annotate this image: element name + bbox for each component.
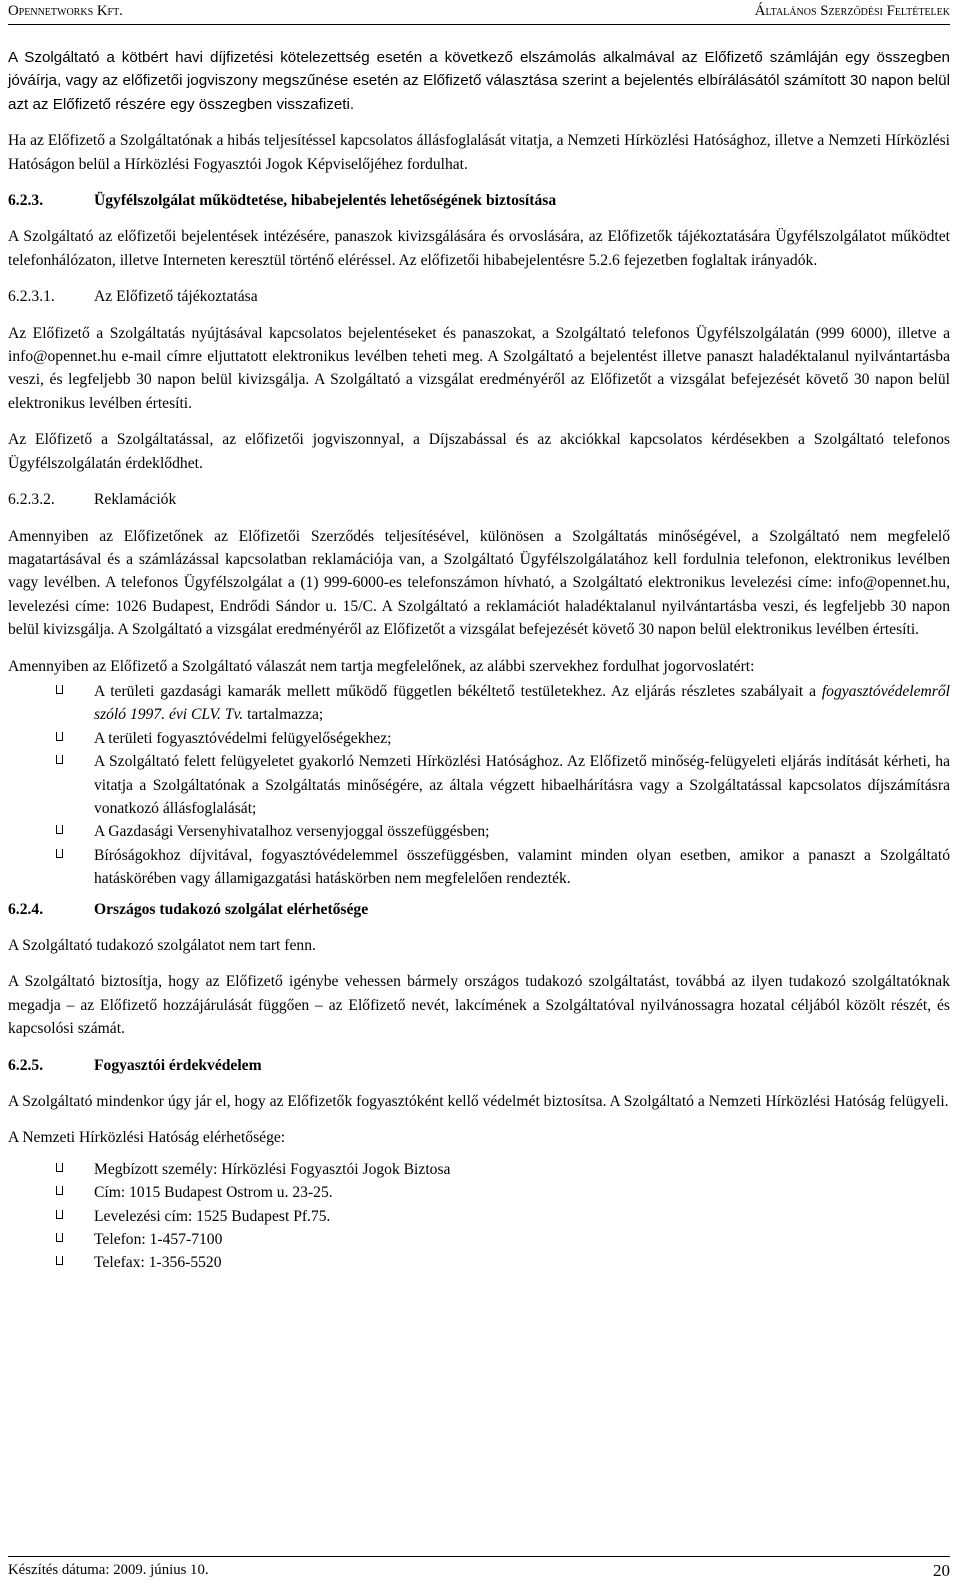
section-number: 6.2.4. — [8, 900, 44, 918]
paragraph: A Szolgáltató tudakozó szolgálatot nem tart fenn. — [8, 937, 316, 954]
bullet-icon — [56, 849, 63, 858]
list-item: Megbízott személy: Hírközlési Fogyasztói Jogok Biztosa — [8, 1158, 950, 1181]
bullet-icon — [56, 1210, 63, 1219]
paragraph: Amennyiben az Előfizető a Szolgáltató válaszát nem tartja megfelelőnek, az alábbi szervekhez fordulhat jogorvoslatért: — [8, 657, 755, 675]
paragraph: Az Előfizető a Szolgáltatással, az előfizetői jogviszonnyal, a Díjszabással és az akciókkal kapcsolatos kérdésekben a Szolgáltató telefonos Ügyfélszolgálatán érdeklődhet. — [8, 431, 950, 472]
paragraph: A Szolgáltató a kötbért havi díjfizetési kötelezettség esetén a következő elszámolás alkalmával az Előfizető számláján egy összegben jóváírja, vagy az előfizetői jogviszony megszűnése esetén az Előfizető választása szerint a bejelentés elbírálásától számított 30 napon belül azt az Előfizető részére egy összegben visszafizeti. — [8, 49, 950, 113]
paragraph: Ha az Előfizető a Szolgáltatónak a hibás teljesítéssel kapcsolatos állásfoglalását vitatja, a Nemzeti Hírközlési Hatósághoz, illetve a Nemzeti Hírközlési Hatóságon belül a Hírközlési Fogyasztói Jogok Képviselőjéhez fordulhat. — [8, 132, 950, 173]
paragraph: Az Előfizető a Szolgáltatás nyújtásával kapcsolatos bejelentéseket és panaszokat, a Szolgáltató telefonos Ügyfélszolgálatán (999 6000), illetve a info@opennet.hu e-mail címre eljuttatott elektronikus levélben teheti meg. A Szolgáltató a bejelentést illetve panaszt haladéktalanul nyilvántartásba veszi, és legfeljebb 30 napon belül kivizsgálja. A Szolgáltató a vizsgálat eredményéről az Előfizetőt a vizsgálat befejezését követő 30 napon belül elektronikus levélben értesíti. — [8, 324, 950, 412]
remedy-list — [8, 680, 950, 891]
list-item: Levelezési cím: 1525 Budapest Pf.75. — [8, 1205, 950, 1228]
section-heading-6-2-4 — [8, 898, 950, 921]
list-item: Bíróságokhoz díjvitával, fogyasztóvédelemmel összefüggésben, valamint minden olyan esetben, amikor a panaszt a Szolgáltató hatáskörében vagy államigazgatási hatáskörben nem megfelelően rendezték. — [8, 844, 950, 891]
creation-date: Készítés dátuma: 2009. június 10. — [8, 1562, 209, 1578]
section-heading-6-2-3-2 — [8, 488, 950, 511]
law-reference: fogyasztóvédelemről szóló 1997. évi CLV. Tv. — [94, 682, 950, 724]
paragraph: Amennyiben az Előfizetőnek az Előfizetői Szerződés teljesítésével, különösen a Szolgáltatás minőségével, a Szolgáltató nem megfelelő magatartásával és a számlázással kapcsolatban reklamációja van, a Szolgáltató Ügyfélszolgálatához kell fordulnia telefonon, elektronikus levélben vagy levélben. A telefonos Ügyfélszolgálat a (1) 999-6000-es telefonszámon hívható, a Szolgáltató elektronikus levelezési címe: info@opennet.hu, levelezési címe: 1026 Budapest, Endrődi Sándor u. 15/C. A Szolgáltató a reklamációt haladéktalanul nyilvántartásba veszi, és legfeljebb 30 napon belül kivizsgálja. A Szolgáltató a vizsgálat eredményéről az Előfizetőt a vizsgálat befejezését követő 30 napon belül elektronikus levélben értesíti. — [8, 527, 950, 639]
bullet-icon — [56, 1163, 63, 1172]
document-body — [8, 46, 950, 1282]
list-item: A területi gazdasági kamarák mellett működő független békéltető testületekhez. Az eljárás részletes szabályait a fogyasztóvédelemről szóló 1997. évi CLV. Tv. tartalmazza; — [8, 680, 950, 727]
section-heading-6-2-5 — [8, 1054, 950, 1077]
bullet-icon — [56, 685, 63, 694]
section-title: Ügyfélszolgálat működtetése, hibabejelentés lehetőségének biztosítása — [94, 192, 557, 210]
section-number: 6.2.3. — [8, 192, 44, 210]
section-number: 6.2.5. — [8, 1056, 44, 1074]
list-item: A területi fogyasztóvédelmi felügyelőségekhez; — [8, 727, 950, 750]
list-item: A Gazdasági Versenyhivatalhoz versenyjoggal összefüggésben; — [8, 820, 950, 843]
section-number: 6.2.3.1. — [8, 288, 55, 306]
page-header — [8, 0, 950, 25]
section-title: Fogyasztói érdekvédelem — [94, 1056, 262, 1074]
page-number: 20 — [933, 1561, 950, 1580]
page-footer — [8, 1556, 950, 1589]
bullet-icon — [56, 825, 63, 834]
header-document-title: Általános Szerződési Feltételek — [754, 3, 950, 19]
section-number: 6.2.3.2. — [8, 491, 55, 509]
list-item: Telefax: 1-356-5520 — [8, 1251, 950, 1274]
section-heading-6-2-3-1 — [8, 285, 950, 308]
contact-list — [8, 1158, 950, 1275]
section-title: Az Előfizető tájékoztatása — [94, 288, 258, 306]
paragraph: A Szolgáltató mindenkor úgy jár el, hogy az Előfizetők fogyasztóként kellő védelmét biztosítsa. A Szolgáltató a Nemzeti Hírközlési Hatóság felügyeli. — [8, 1093, 949, 1111]
bullet-icon — [56, 732, 63, 741]
paragraph: A Szolgáltató az előfizetői bejelentések intézésére, panaszok kivizsgálására és orvoslására, az Előfizetők tájékoztatására Ügyfélszolgálatot működtet telefonhálózaton, illetve Interneten keresztül történő eléréssel. Az előfizetői hibabejelentésre 5.2.6 fejezetben foglaltak irányadók. — [8, 228, 950, 269]
paragraph: A Nemzeti Hírközlési Hatóság elérhetősége: — [8, 1129, 286, 1147]
bullet-icon — [56, 755, 63, 764]
section-heading-6-2-3 — [8, 189, 950, 212]
section-title: Reklamációk — [94, 491, 177, 509]
list-item: A Szolgáltató felett felügyeletet gyakorló Nemzeti Hírközlési Hatósághoz. Az Előfizető minőség-felügyeleti eljárás indítását kérheti, ha vitatja a Szolgáltatónak a Szolgáltatás minőségére, az általa végzett hibaelhárításra vagy a Szolgáltatással kapcsolatos díjszámításra vonatkozó állásfoglalását; — [8, 750, 950, 820]
header-company: Opennetworks Kft. — [8, 3, 123, 19]
section-title: Országos tudakozó szolgálat elérhetősége — [94, 900, 369, 918]
bullet-icon — [56, 1186, 63, 1195]
bullet-icon — [56, 1233, 63, 1242]
list-item: Telefon: 1-457-7100 — [8, 1228, 950, 1251]
paragraph: A Szolgáltató biztosítja, hogy az Előfizető igénybe vehessen bármely országos tudakozó szolgáltatást, továbbá az ilyen tudakozó szolgáltatóknak megadja – az Előfizető hozzájárulását függően – az Előfizető nevét, lakcímének a Szolgáltatóval nyilvánossagra hozatal céljából közölt részét, és kapcsolósi számát. — [8, 973, 950, 1038]
bullet-icon — [56, 1256, 63, 1265]
list-item: Cím: 1015 Budapest Ostrom u. 23-25. — [8, 1181, 950, 1204]
